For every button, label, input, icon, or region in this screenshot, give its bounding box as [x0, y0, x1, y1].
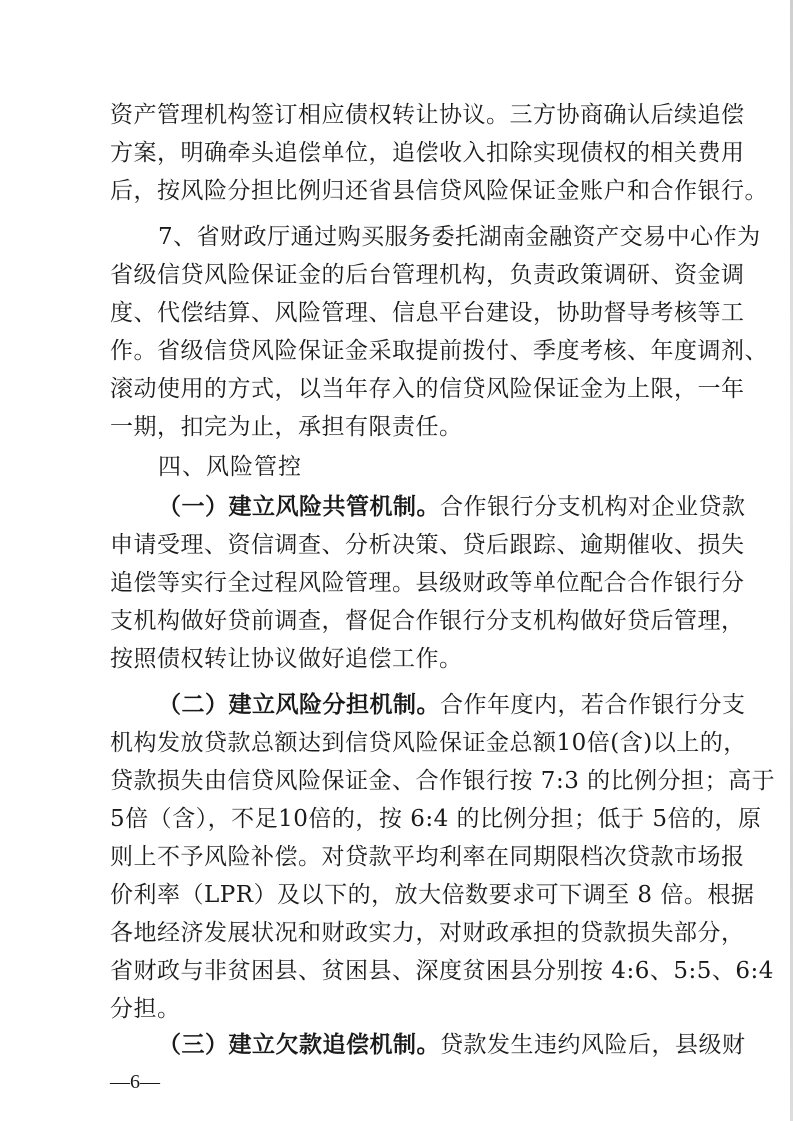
text-line: 贷款损失由信贷风险保证金、合作银行按 7:3 的比例分担；高于 — [110, 768, 776, 794]
text-line: 追偿等实行全过程风险管理。县级财政等单位配合合作银行分 — [110, 570, 745, 596]
text-line: 滚动使用的方式，以当年存入的信贷风险保证金为上限，一年 — [110, 376, 745, 402]
paragraph-text: 合作银行分支机构对企业贷款 — [440, 494, 746, 520]
paragraph-title: （二）建立风险分担机制。 — [158, 691, 440, 718]
text-line: 后，按风险分担比例归还省县信贷风险保证金账户和合作银行。 — [110, 178, 768, 204]
text-line: 一期，扣完为止，承担有限责任。 — [110, 414, 463, 440]
section-heading: 四、风险管控 — [158, 454, 302, 480]
text-line: 机构发放贷款总额达到信贷风险保证金总额10倍(含)以上的， — [110, 730, 747, 756]
text-line: 按照债权转让协议做好追偿工作。 — [110, 646, 463, 672]
text-line: 支机构做好贷前调查，督促合作银行分支机构做好贷后管理， — [110, 608, 745, 634]
text-line: 资产管理机构签订相应债权转让协议。三方协商确认后续追偿 — [110, 102, 745, 128]
paragraph-first-line — [158, 1030, 746, 1060]
page-number: —6— — [110, 1071, 160, 1093]
text-line: 方案，明确牵头追偿单位，追偿收入扣除实现债权的相关费用 — [110, 140, 745, 166]
text-line: 省财政与非贫困县、贫困县、深度贫困县分别按 4:6、5:5、6:4 — [110, 958, 774, 984]
text-line: 作。省级信贷风险保证金采取提前拨付、季度考核、年度调剂、 — [110, 338, 768, 364]
paragraph-text: 合作年度内，若合作银行分支 — [440, 692, 746, 718]
paragraph-first-line — [158, 492, 746, 522]
text-line: 则上不予风险补偿。对贷款平均利率在同期限档次贷款市场报 — [110, 844, 745, 870]
text-line: 申请受理、资信调查、分析决策、贷后跟踪、逾期催收、损失 — [110, 532, 745, 558]
text-line: 价利率（LPR）及以下的，放大倍数要求可下调至 8 倍。根据 — [110, 882, 755, 908]
text-line: 分担。 — [110, 996, 181, 1022]
paragraph-first-line — [158, 690, 746, 720]
text-line: 度、代偿结算、风险管理、信息平台建设，协助督导考核等工 — [110, 300, 745, 326]
text-line: 省级信贷风险保证金的后台管理机构，负责政策调研、资金调 — [110, 262, 745, 288]
text-line: 各地经济发展状况和财政实力，对财政承担的贷款损失部分， — [110, 920, 745, 946]
paragraph-title: （一）建立风险共管机制。 — [158, 493, 440, 520]
text-line: 5倍（含），不足10倍的，按 6:4 的比例分担；低于 5倍的，原 — [110, 806, 762, 832]
text-line: 7、省财政厅通过购买服务委托湖南金融资产交易中心作为 — [158, 224, 761, 250]
paragraph-title: （三）建立欠款追偿机制。 — [158, 1031, 440, 1058]
paragraph-text: 贷款发生违约风险后，县级财 — [440, 1032, 746, 1058]
